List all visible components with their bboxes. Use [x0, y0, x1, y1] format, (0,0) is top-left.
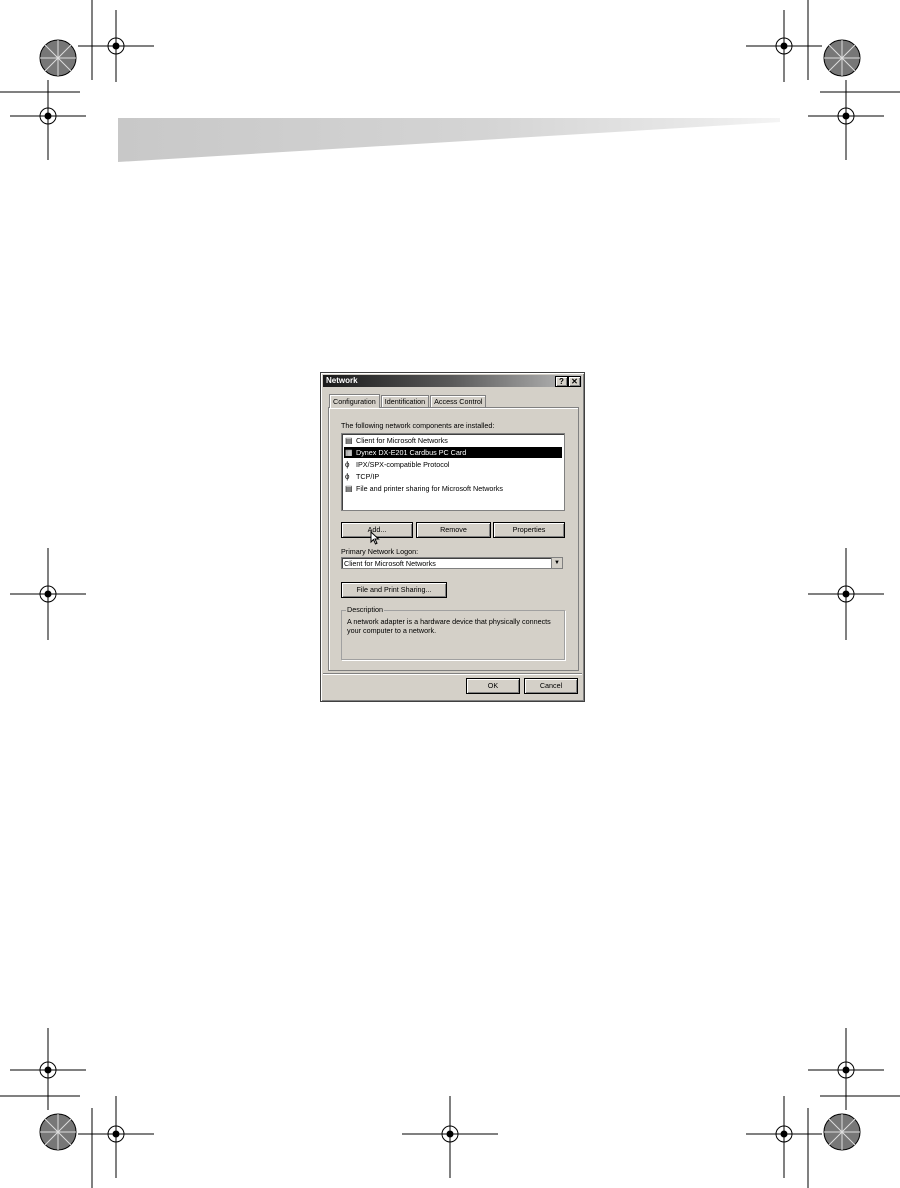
components-list[interactable]: [341, 433, 565, 511]
network-dialog: [320, 372, 585, 702]
cancel-button[interactable]: Cancel: [524, 678, 578, 694]
tab-strip: [329, 393, 487, 407]
file-print-sharing-button[interactable]: File and Print Sharing...: [341, 582, 447, 598]
close-button[interactable]: ✕: [568, 376, 581, 387]
chevron-down-icon[interactable]: ▼: [551, 558, 562, 568]
add-button[interactable]: Add...: [341, 522, 413, 538]
list-item[interactable]: ϕ TCP/IP: [345, 472, 380, 481]
ok-button[interactable]: OK: [466, 678, 520, 694]
protocol-icon: ϕ: [345, 472, 350, 481]
tab-identification[interactable]: Identification: [381, 395, 429, 407]
service-icon: ▤: [345, 484, 353, 493]
list-item[interactable]: ▦ Dynex DX-E201 Cardbus PC Card: [344, 447, 562, 458]
components-label: The following network components are installed:: [341, 421, 495, 430]
help-button[interactable]: ?: [555, 376, 568, 387]
description-title: Description: [347, 605, 383, 614]
logon-label: Primary Network Logon:: [341, 547, 419, 556]
remove-button[interactable]: Remove: [416, 522, 491, 538]
properties-button[interactable]: Properties: [493, 522, 565, 538]
list-item[interactable]: ▤ Client for Microsoft Networks: [345, 436, 448, 445]
tab-access-control[interactable]: Access Control: [430, 395, 486, 407]
logon-select[interactable]: Client for Microsoft Networks ▼: [341, 557, 563, 569]
divider: [323, 673, 582, 674]
protocol-icon: ϕ: [345, 460, 350, 469]
dialog-title: Network: [326, 376, 358, 385]
list-item[interactable]: ▤ File and printer sharing for Microsoft Networks: [345, 484, 503, 493]
description-text: A network adapter is a hardware device that physically connects your computer to a network.: [347, 617, 551, 635]
list-item[interactable]: ϕ IPX/SPX-compatible Protocol: [345, 460, 450, 469]
network-adapter-icon: ▦: [345, 448, 353, 457]
tab-configuration[interactable]: Configuration: [329, 394, 380, 408]
dialog-titlebar[interactable]: [323, 375, 582, 387]
mouse-cursor-icon: [370, 531, 380, 545]
client-icon: ▤: [345, 436, 353, 445]
